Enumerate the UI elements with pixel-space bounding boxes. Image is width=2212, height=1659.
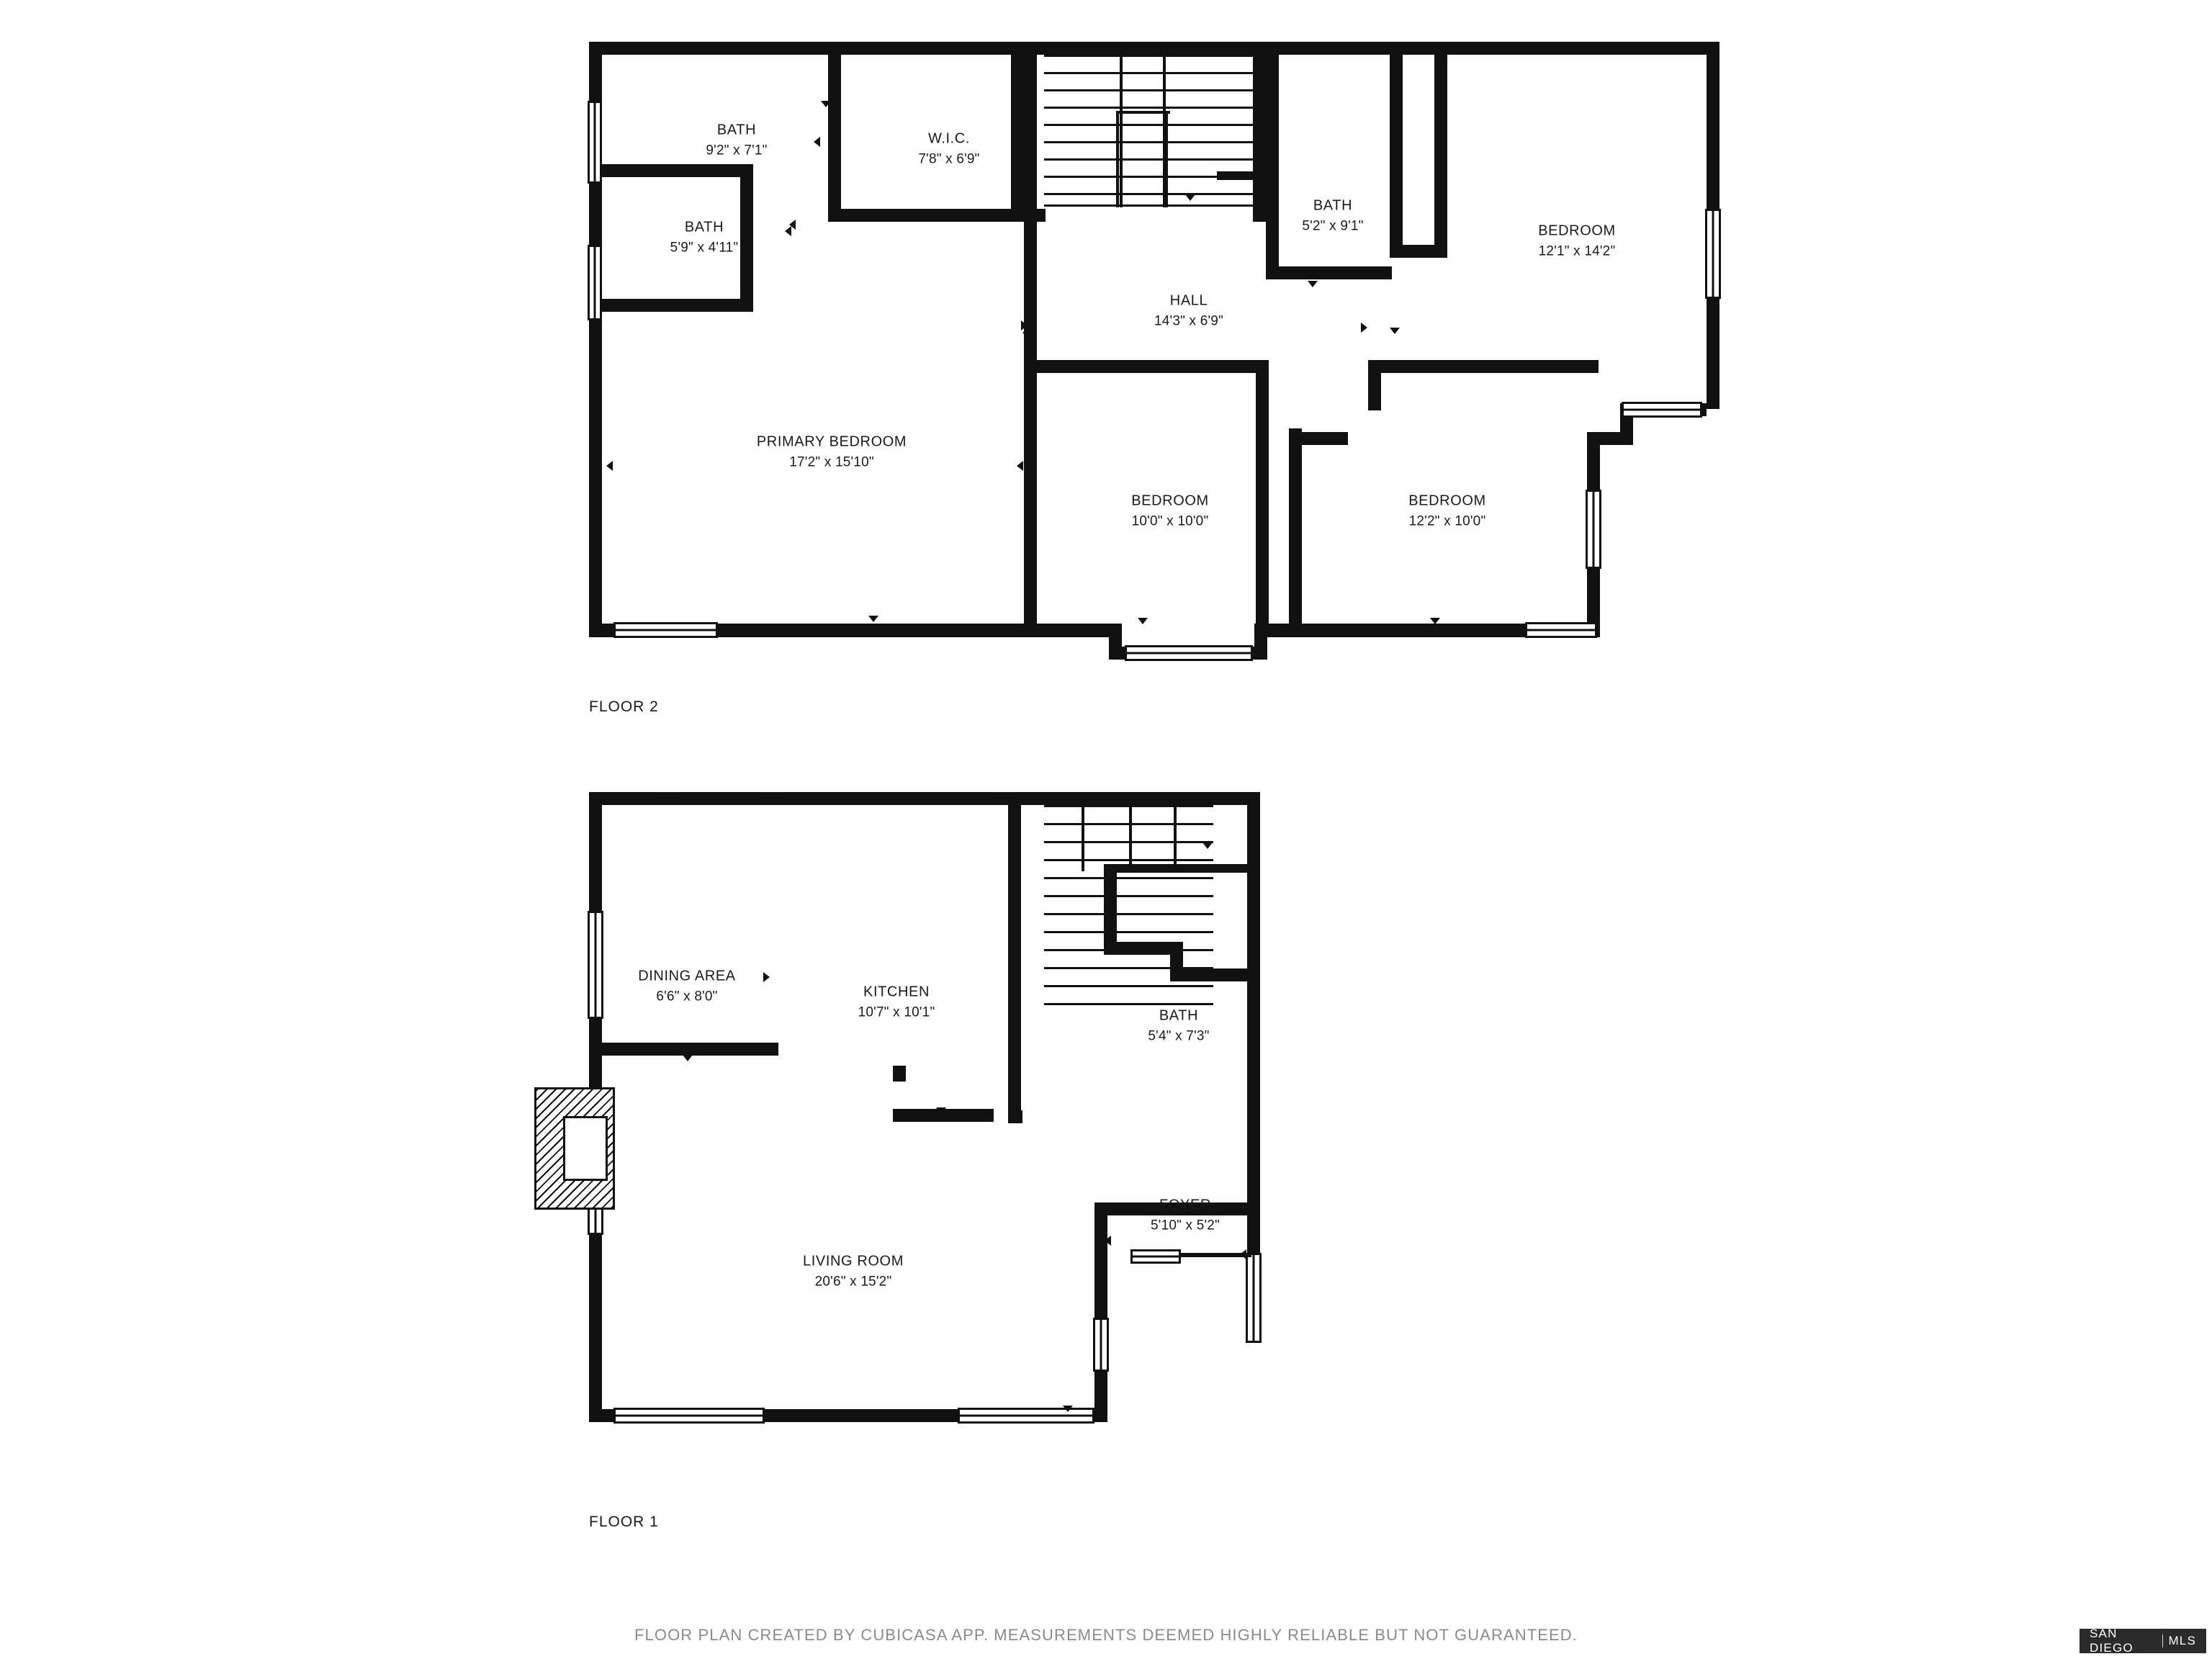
wall-segment <box>1434 42 1447 258</box>
wall-segment <box>1368 360 1599 373</box>
wall-segment <box>1170 968 1249 981</box>
room-label-living-room: LIVING ROOM 20'6" x 15'2" <box>803 1253 904 1290</box>
window <box>1525 622 1597 638</box>
door-marker-icon <box>821 101 831 107</box>
wall-segment <box>1104 864 1248 873</box>
door-marker-icon <box>1430 618 1440 624</box>
wall-segment <box>589 42 602 105</box>
door-marker-icon <box>1240 1249 1246 1259</box>
wall-segment <box>589 1231 602 1422</box>
wall-segment <box>1094 1368 1107 1422</box>
window <box>1622 402 1702 418</box>
wall-segment <box>1008 1110 1022 1123</box>
door-marker-icon <box>763 972 770 982</box>
door-marker-icon <box>664 793 674 800</box>
door-marker-icon <box>1017 461 1023 471</box>
window <box>958 1408 1094 1424</box>
wall-segment <box>1024 360 1269 373</box>
door-marker-icon <box>1138 618 1148 624</box>
wall-segment <box>602 164 753 177</box>
window <box>1130 1249 1181 1264</box>
room-label-wic: W.I.C. 7'8" x 6'9" <box>918 130 980 167</box>
door-marker-icon <box>936 1107 946 1114</box>
door-marker-icon <box>1021 140 1031 147</box>
floor-1-caption: FLOOR 1 <box>589 1514 659 1530</box>
door-marker-icon <box>785 226 791 236</box>
window <box>1125 645 1253 661</box>
door-marker-icon <box>1063 1406 1073 1412</box>
floor-1-plan <box>0 778 2212 1530</box>
wall-segment <box>1266 42 1279 279</box>
wall-segment <box>1256 360 1269 634</box>
staircase <box>1044 55 1253 207</box>
wall-segment <box>1044 792 1247 798</box>
window <box>588 245 602 320</box>
wall-segment <box>589 792 602 914</box>
wall-segment <box>1587 432 1623 445</box>
wall-segment <box>1104 864 1117 950</box>
door-marker-icon <box>1202 842 1213 849</box>
room-label-bath-floor1: BATH 5'4" x 7'3" <box>1148 1007 1210 1044</box>
mls-logo-divider <box>2162 1635 2163 1647</box>
wall-segment <box>1094 1202 1260 1215</box>
room-label-hall: HALL 14'3" x 6'9" <box>1154 292 1224 329</box>
door-marker-icon <box>683 1055 693 1061</box>
mls-logo <box>2080 1629 2206 1653</box>
wall-segment <box>828 209 1022 222</box>
room-label-dining-area: DINING AREA 6'6" x 8'0" <box>638 968 736 1004</box>
window <box>1586 490 1601 569</box>
wall-segment <box>602 1043 778 1056</box>
wall-segment <box>589 317 602 637</box>
wall-segment <box>1008 792 1021 1123</box>
mls-logo-primary: SAN DIEGO <box>2090 1627 2134 1655</box>
wall-segment <box>1024 209 1046 222</box>
room-label-primary-bedroom: PRIMARY BEDROOM 17'2" x 15'10" <box>756 433 907 470</box>
room-label-foyer: FOYER 5'10" x 5'2" <box>1150 1197 1220 1233</box>
door-marker-icon <box>1022 328 1029 338</box>
door-marker-icon <box>1334 43 1344 50</box>
window <box>588 911 603 1019</box>
wall-segment <box>1011 42 1024 222</box>
wall-segment <box>828 42 841 222</box>
wall-segment <box>740 164 753 312</box>
floor-2-plan <box>0 0 2212 720</box>
wall-segment <box>1247 1217 1260 1256</box>
room-label-bedroom-1: BEDROOM 12'1" x 14'2" <box>1538 222 1616 259</box>
door-marker-icon <box>1030 493 1036 503</box>
wall-segment <box>1024 42 1037 366</box>
wall-segment <box>1044 42 1253 46</box>
door-marker-icon <box>1001 793 1011 800</box>
wall-segment <box>1289 428 1302 637</box>
room-label-bath-3: BATH 5'9" x 4'11" <box>670 219 739 256</box>
wall-segment <box>1266 266 1392 279</box>
wall-segment <box>589 180 602 248</box>
door-marker-icon <box>1361 323 1367 333</box>
room-label-bath-1: BATH 9'2" x 7'1" <box>706 122 768 158</box>
wall-segment <box>1253 42 1266 222</box>
door-marker-icon <box>814 137 820 147</box>
mls-logo-secondary: MLS <box>2168 1634 2196 1647</box>
wall-segment <box>1094 1202 1107 1325</box>
wall-segment <box>893 1066 906 1082</box>
room-label-kitchen: KITCHEN 10'7" x 10'1" <box>858 984 935 1020</box>
window <box>1705 209 1721 299</box>
door-marker-icon <box>763 793 773 800</box>
fireplace-firebox <box>563 1116 608 1181</box>
disclaimer-text: FLOOR PLAN CREATED BY CUBICASA APP. MEASUREMENTS DEEMED HIGHLY RELIABLE BUT NOT GUARANTEED. <box>634 1626 1578 1644</box>
door-marker-icon <box>1308 281 1318 287</box>
wall-segment <box>1247 792 1260 1217</box>
room-label-bedroom-3: BEDROOM 12'2" x 10'0" <box>1408 493 1486 529</box>
door-marker-icon <box>1599 42 1609 48</box>
room-label-bath-2: BATH 5'2" x 9'1" <box>1302 197 1364 234</box>
window <box>1246 1253 1262 1343</box>
window <box>613 622 718 638</box>
window <box>588 101 602 184</box>
window <box>613 1408 765 1424</box>
wall-segment <box>1289 432 1348 445</box>
door-marker-icon <box>868 616 878 622</box>
wall-segment <box>1390 42 1403 258</box>
door-marker-icon <box>1185 194 1195 201</box>
window <box>1093 1318 1109 1372</box>
wall-segment <box>602 299 753 312</box>
wall-segment <box>1368 360 1381 410</box>
room-label-bedroom-2: BEDROOM 10'0" x 10'0" <box>1131 493 1209 529</box>
door-marker-icon <box>1105 1236 1111 1246</box>
door-marker-icon <box>1390 328 1400 334</box>
door-marker-icon <box>606 461 613 471</box>
floor-2-caption: FLOOR 2 <box>589 698 659 715</box>
